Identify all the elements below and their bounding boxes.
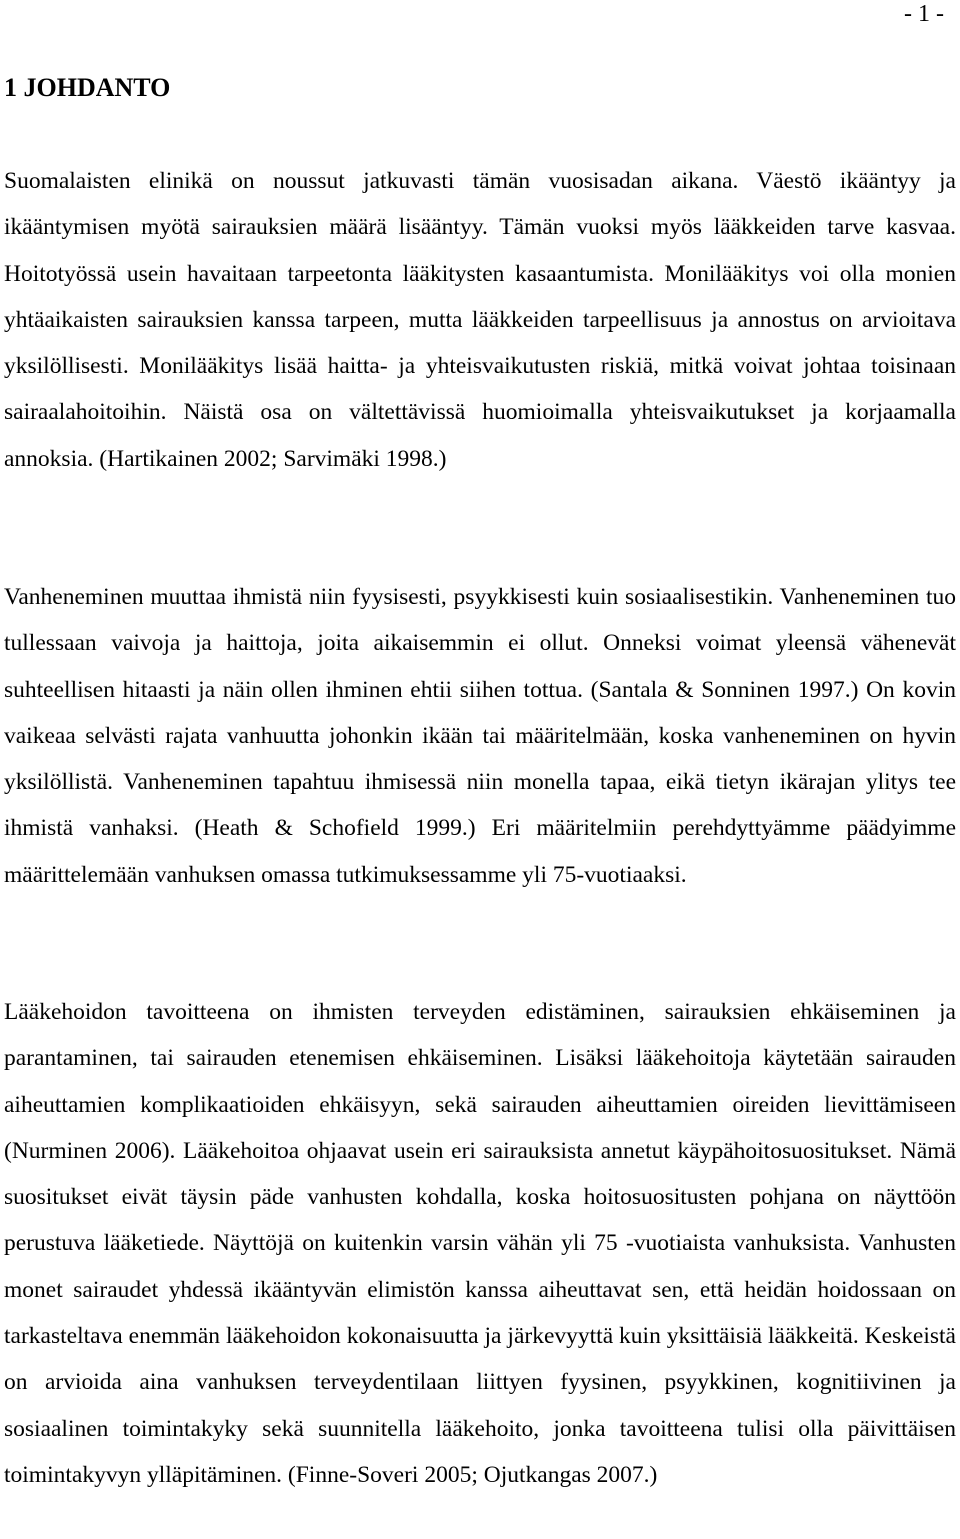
page-number: - 1 - xyxy=(904,1,944,27)
chapter-heading: 1 JOHDANTO xyxy=(4,73,171,102)
paragraph-3: Lääkehoidon tavoitteena on ihmisten terveyden edistäminen, sairauksien ehkäiseminen ja parantaminen, tai sairauden etenemisen ehkäiseminen. Lisäksi lääkehoitoja käytetään sairauden aiheuttamien komplikaatioiden ehkäisyyn, sekä sairauden aiheuttamien oireiden lievittämiseen (Nurminen 2006). Lääkehoitoa ohjaavat usein eri sairauksista annetut käypähoitosuositukset. Nämä suositukset eivät täysin päde vanhusten kohdalla, koska hoitosuositusten pohjana on näyttöön perustuva lääketiede. Näyttöjä on kuitenkin varsin vähän yli 75 -vuotiaista vanhuksista. Vanhusten monet sairaudet yhdessä ikääntyvän elimistön kanssa aiheuttavat sen, että heidän hoidossaan on tarkasteltava enemmän lääkehoidon kokonaisuutta ja järkevyyttä kuin yksittäisiä lääkkeitä. Keskeistä on arvioida aina vanhuksen terveydentilaan liittyen fyysinen, psyykkinen, kognitiivinen ja sosiaalinen toimintakyky sekä suunnitella lääkehoito, jonka tavoitteena tulisi olla päivittäisen toimintakyvyn ylläpitäminen. (Finne-Soveri 2005; Ojutkangas 2007.) xyxy=(4,999,956,1488)
paragraph-1: Suomalaisten elinikä on noussut jatkuvasti tämän vuosisadan aikana. Väestö ikääntyy ja ikääntymisen myötä sairauksien määrä lisääntyy. Tämän vuoksi myös lääkkeiden tarve kasvaa. Hoitotyössä usein havaitaan tarpeetonta lääkitysten kasaantumista. Monilääkitys voi olla monien yhtäaikaisten sairauksien kanssa tarpeen, mutta lääkkeiden tarpeellisuus ja annostus on arvioitava yksilöllisesti. Monilääkitys lisää haitta- ja yhteisvaikutusten riskiä, mitkä voivat johtaa toisinaan sairaalahoitoihin. Näistä osa on vältettävissä huomioimalla yhteisvaikutukset ja korjaamalla annoksia. (Hartikainen 2002; Sarvimäki 1998.) xyxy=(4,168,956,472)
paragraph-2: Vanheneminen muuttaa ihmistä niin fyysisesti, psyykkisesti kuin sosiaalisestikin. Vanheneminen tuo tullessaan vaivoja ja haittoja, joita aikaisemmin ei ollut. Onneksi voimat yleensä vähenevät suhteellisen hitaasti ja näin ollen ihminen ehtii siihen tottua. (Santala & Sonninen 1997.) On kovin vaikeaa selvästi rajata vanhuutta johonkin ikään tai määritelmään, koska vanheneminen on hyvin yksilöllistä. Vanheneminen tapahtuu ihmisessä niin monella tapaa, eikä tietyn ikärajan ylitys tee ihmistä vanhaksi. (Heath & Schofield 1999.) Eri määritelmiin perehdyttyämme päädyimme määrittelemään vanhuksen omassa tutkimuksessamme yli 75-vuotiaaksi. xyxy=(4,584,956,888)
